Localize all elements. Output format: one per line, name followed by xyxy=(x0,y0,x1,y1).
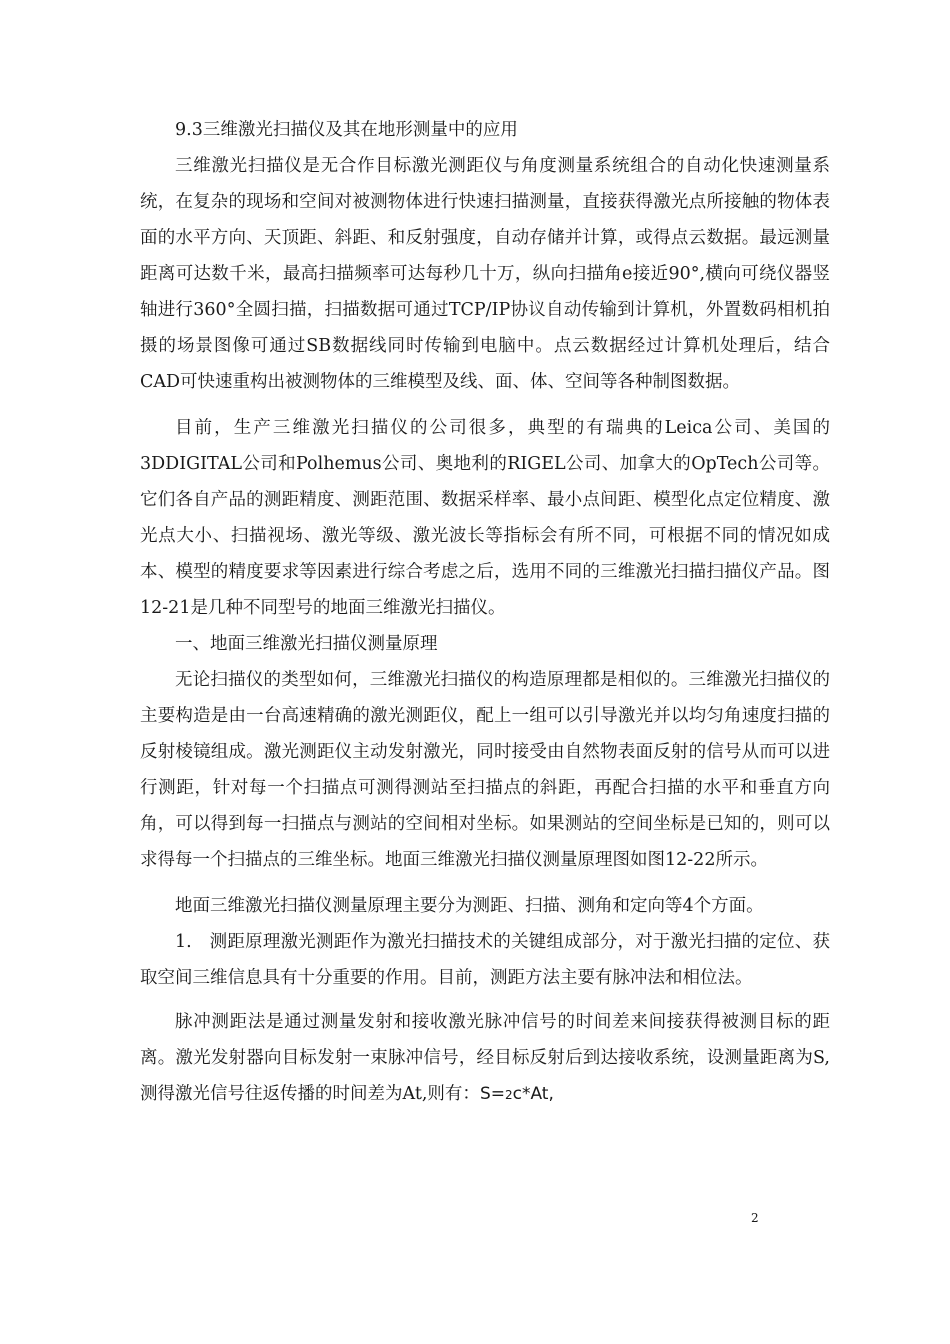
document-body xyxy=(140,112,830,1113)
paragraph-intro: 三维激光扫描仪是无合作目标激光测距仪与角度测量系统组合的自动化快速测量系统，在复杂的现场和空间对被测物体进行快速扫描测量，直接获得激光点所接触的物体表面的水平方向、天顶距、斜距、和反射强度，自动存储并计算，或得点云数据。最远测量距离可达数千米，最高扫描频率可达每秒几十万，纵向扫描角e接近90°,横向可绕仪器竖轴进行360°全圆扫描，扫描数据可通过TCP/IP协议自动传输到计算机，外置数码相机拍摄的场景图像可通过SB数据线同时传输到电脑中。点云数据经过计算机处理后，结合CAD可快速重构出被测物体的三维模型及线、面、体、空间等各种制图数据。 xyxy=(140,156,830,392)
formula-coefficient: 2 xyxy=(504,1088,513,1102)
paragraph-manufacturers: 目前，生产三维激光扫描仪的公司很多，典型的有瑞典的Leica公司、美国的3DDIGITAL公司和Polhemus公司、奥地利的RIGEL公司、加拿大的OpTech公司等。它们各自产品的测距精度、测距范围、数据采样率、最小点间距、模型化点定位精度、激光点大小、扫描视场、激光等级、激光波长等指标会有所不同，可根据不同的情况如成本、模型的精度要求等因素进行综合考虑之后，选用不同的三维激光扫描扫描仪产品。图12-21是几种不同型号的地面三维激光扫描仪。 xyxy=(140,418,830,618)
paragraph-pulse-text: 脉冲测距法是通过测量发射和接收激光脉冲信号的时间差来间接获得被测目标的距离。激光发射器向目标发射一束脉冲信号，经目标反射后到达接收系统，设测量距离为S,测得激光信号往返传播的时间差为At,则有： xyxy=(140,1012,830,1104)
formula-lhs: S= xyxy=(479,1084,505,1104)
footnote-number: 2 xyxy=(751,1211,759,1225)
paragraph-aspects: 地面三维激光扫描仪测量原理主要分为测距、扫描、测角和定向等4个方面。 xyxy=(175,896,764,916)
paragraph-pulse xyxy=(140,1004,830,1113)
paragraph-principle: 无论扫描仪的类型如何，三维激光扫描仪的构造原理都是相似的。三维激光扫描仪的主要构造是由一台高速精确的激光测距仪，配上一组可以引导激光并以均匀角速度扫描的反射棱镜组成。激光测距仪主动发射激光，同时接受由自然物表面反射的信号从而可以进行测距，针对每一个扫描点可测得测站至扫描点的斜距，再配合扫描的水平和垂直方向角，可以得到每一扫描点与测站的空间相对坐标。如果测站的空间坐标是已知的，则可以求得每一个扫描点的三维坐标。地面三维激光扫描仪测量原理图如图12-22所示。 xyxy=(140,670,830,870)
section-title: 9.3三维激光扫描仪及其在地形测量中的应用 xyxy=(175,120,518,140)
paragraph-ranging: 1. 测距原理激光测距作为激光扫描技术的关键组成部分，对于激光扫描的定位、获取空间三维信息具有十分重要的作用。目前，测距方法主要有脉冲法和相位法。 xyxy=(140,932,830,988)
distance-formula xyxy=(480,1084,554,1104)
formula-rhs: c*At, xyxy=(512,1084,554,1104)
subheading-principle: 一、地面三维激光扫描仪测量原理 xyxy=(175,634,438,654)
